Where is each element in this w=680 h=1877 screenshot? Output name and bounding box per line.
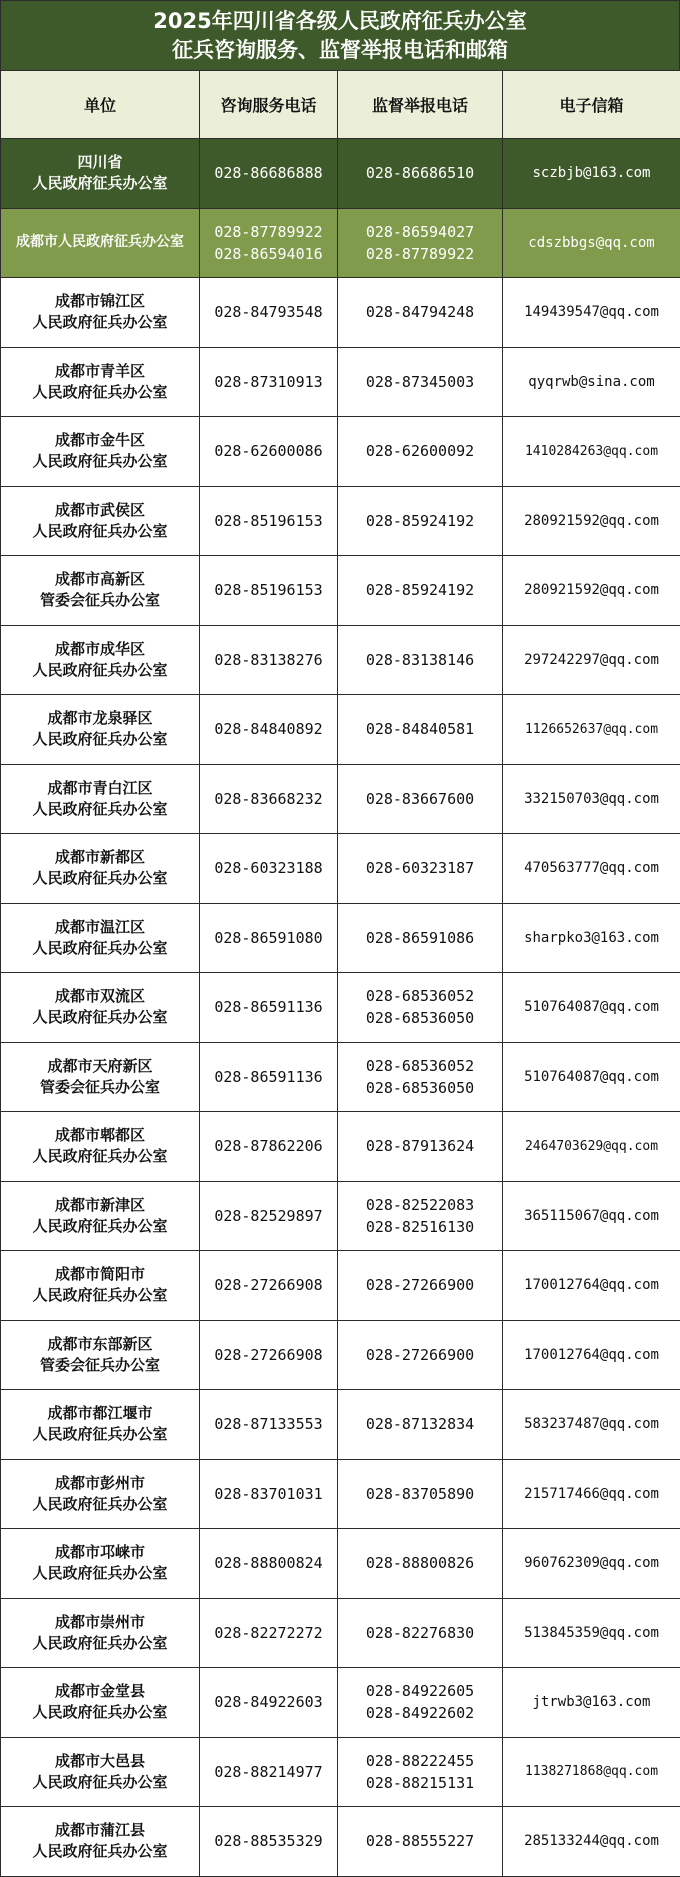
report-phone: 028-88222455 <box>365 1751 475 1770</box>
report-phone: 028-88555227 <box>365 1832 475 1851</box>
unit-name-line: 成都市彭州市 <box>54 1473 145 1492</box>
consult-phone: 028-87789922 <box>214 222 323 241</box>
table-row <box>1 903 680 973</box>
email-address: 2464703629@qq.com <box>524 1138 659 1154</box>
report-phone-cell <box>338 556 503 626</box>
unit-name-line: 人民政府征兵办公室 <box>32 1286 168 1305</box>
email-address: sharpko3@163.com <box>524 929 659 946</box>
consult-phone: 028-27266908 <box>214 1276 323 1295</box>
table-row <box>1 1598 680 1668</box>
report-phone: 028-86591086 <box>365 928 475 947</box>
email-cell <box>503 1459 680 1529</box>
unit-name-line: 人民政府征兵办公室 <box>32 730 168 749</box>
unit-name-line: 成都市新津区 <box>54 1195 145 1214</box>
header-email: 电子信箱 <box>503 71 680 139</box>
header-report-phone: 监督举报电话 <box>338 71 503 139</box>
consult-phone-cell <box>200 1598 338 1668</box>
report-phone: 028-88215131 <box>365 1773 475 1792</box>
consult-phone: 028-87133553 <box>214 1415 323 1434</box>
report-phone: 028-86594027 <box>365 222 475 241</box>
consult-phone-cell <box>200 347 338 417</box>
table-row <box>1 834 680 904</box>
unit-cell <box>1 486 200 556</box>
report-phone: 028-60323187 <box>365 859 475 878</box>
email-address: 1138271868@qq.com <box>524 1764 659 1780</box>
table-row <box>1 278 680 348</box>
report-phone-cell <box>338 347 503 417</box>
report-phone: 028-82516130 <box>365 1217 475 1236</box>
table-row <box>1 1668 680 1738</box>
email-address: 297242297@qq.com <box>524 651 659 668</box>
report-phone-cell <box>338 1459 503 1529</box>
email-cell <box>503 1668 680 1738</box>
consult-phone: 028-88800824 <box>214 1554 323 1573</box>
email-cell <box>503 764 680 834</box>
table-row <box>1 486 680 556</box>
email-cell <box>503 278 680 348</box>
email-cell <box>503 903 680 973</box>
report-phone: 028-68536050 <box>365 1009 475 1028</box>
table-row <box>1 208 680 278</box>
unit-cell <box>1 625 200 695</box>
table-row <box>1 417 680 487</box>
consult-phone: 028-62600086 <box>214 442 323 461</box>
consult-phone-cell <box>200 695 338 765</box>
consult-phone: 028-87862206 <box>214 1137 323 1156</box>
unit-cell <box>1 1668 200 1738</box>
email-address: 470563777@qq.com <box>524 860 659 877</box>
email-address: qyqrwb@sina.com <box>528 373 655 390</box>
unit-name-line: 成都市天府新区 <box>47 1056 153 1075</box>
table-body <box>1 139 680 1877</box>
email-cell <box>503 139 680 209</box>
unit-cell <box>1 1390 200 1460</box>
consult-phone-cell <box>200 556 338 626</box>
table-row <box>1 764 680 834</box>
unit-name-line: 管委会征兵办公室 <box>39 591 160 610</box>
unit-name-line: 成都市蒲江县 <box>54 1821 145 1840</box>
report-phone-cell <box>338 1737 503 1807</box>
consult-phone-cell <box>200 1459 338 1529</box>
email-address: 1126652637@qq.com <box>524 721 659 737</box>
unit-name-line: 人民政府征兵办公室 <box>32 382 168 401</box>
report-phone: 028-87913624 <box>365 1137 475 1156</box>
unit-cell <box>1 1529 200 1599</box>
unit-name-line: 成都市崇州市 <box>54 1612 145 1631</box>
table-row <box>1 1529 680 1599</box>
email-cell <box>503 1737 680 1807</box>
email-address: 149439547@qq.com <box>524 304 659 321</box>
report-phone: 028-84922602 <box>365 1704 475 1723</box>
report-phone: 028-82276830 <box>365 1623 475 1642</box>
consult-phone: 028-82272272 <box>214 1623 323 1642</box>
title-line-2: 征兵咨询服务、监督举报电话和邮箱 <box>172 37 508 62</box>
report-phone-cell <box>338 695 503 765</box>
consult-phone-cell <box>200 417 338 487</box>
unit-cell <box>1 139 200 209</box>
consult-phone: 028-87310913 <box>214 372 323 391</box>
report-phone: 028-82522083 <box>365 1195 475 1214</box>
unit-name-line: 人民政府征兵办公室 <box>32 452 168 471</box>
consult-phone-cell <box>200 1251 338 1321</box>
report-phone-cell <box>338 903 503 973</box>
unit-name-line: 人民政府征兵办公室 <box>32 869 168 888</box>
consult-phone-cell <box>200 208 338 278</box>
unit-name-line: 人民政府征兵办公室 <box>32 1772 168 1791</box>
unit-name-line: 人民政府征兵办公室 <box>32 1703 168 1722</box>
consult-phone: 028-60323188 <box>214 859 323 878</box>
email-address: sczbjb@163.com <box>532 165 651 182</box>
consult-phone-cell <box>200 764 338 834</box>
consult-phone: 028-86686888 <box>214 164 323 183</box>
report-phone-cell <box>338 1390 503 1460</box>
email-address: 215717466@qq.com <box>524 1485 659 1502</box>
report-phone-cell <box>338 1807 503 1877</box>
report-phone-cell <box>338 834 503 904</box>
consult-phone: 028-84793548 <box>214 303 323 322</box>
unit-name-line: 人民政府征兵办公室 <box>32 1842 168 1861</box>
report-phone: 028-68536052 <box>365 1056 475 1075</box>
report-phone: 028-27266900 <box>365 1345 475 1364</box>
email-cell <box>503 556 680 626</box>
unit-name-line: 人民政府征兵办公室 <box>32 938 168 957</box>
table-title <box>0 0 680 70</box>
email-address: 170012764@qq.com <box>524 1346 659 1363</box>
email-cell <box>503 834 680 904</box>
email-cell <box>503 1042 680 1112</box>
consult-phone: 028-88535329 <box>214 1832 323 1851</box>
consult-phone: 028-86591136 <box>214 998 323 1017</box>
email-cell <box>503 1529 680 1599</box>
email-address: 510764087@qq.com <box>524 1068 659 1085</box>
unit-name-line: 成都市锦江区 <box>54 292 145 311</box>
report-phone-cell <box>338 278 503 348</box>
email-address: 583237487@qq.com <box>524 1416 659 1433</box>
unit-cell <box>1 903 200 973</box>
unit-name-line: 成都市青白江区 <box>47 778 153 797</box>
unit-name-line: 人民政府征兵办公室 <box>32 521 168 540</box>
report-phone: 028-84840581 <box>365 720 475 739</box>
table-row <box>1 695 680 765</box>
email-cell <box>503 347 680 417</box>
report-phone: 028-83705890 <box>365 1484 475 1503</box>
consult-phone-cell <box>200 1807 338 1877</box>
report-phone-cell <box>338 1529 503 1599</box>
unit-name-line: 管委会征兵办公室 <box>39 1077 160 1096</box>
report-phone-cell <box>338 1320 503 1390</box>
table-row <box>1 1042 680 1112</box>
unit-cell <box>1 973 200 1043</box>
email-cell <box>503 625 680 695</box>
unit-cell <box>1 208 200 278</box>
report-phone-cell <box>338 417 503 487</box>
unit-cell <box>1 1320 200 1390</box>
email-address: 280921592@qq.com <box>524 582 659 599</box>
unit-name-line: 人民政府征兵办公室 <box>32 1147 168 1166</box>
consult-phone-cell <box>200 139 338 209</box>
consult-phone: 028-83668232 <box>214 789 323 808</box>
report-phone-cell <box>338 1668 503 1738</box>
table-row <box>1 556 680 626</box>
report-phone: 028-62600092 <box>365 442 475 461</box>
email-cell <box>503 973 680 1043</box>
table-row <box>1 973 680 1043</box>
email-address: 365115067@qq.com <box>524 1207 659 1224</box>
consult-phone: 028-85196153 <box>214 581 323 600</box>
unit-cell <box>1 695 200 765</box>
unit-cell <box>1 1598 200 1668</box>
header-row <box>1 71 680 139</box>
unit-name-line: 成都市青羊区 <box>54 361 145 380</box>
consult-phone-cell <box>200 1529 338 1599</box>
consult-phone-cell <box>200 1042 338 1112</box>
unit-name-line: 成都市简阳市 <box>54 1265 145 1284</box>
email-address: 280921592@qq.com <box>524 512 659 529</box>
report-phone: 028-87789922 <box>365 244 475 263</box>
header-consult-phone: 咨询服务电话 <box>200 71 338 139</box>
unit-name-line: 成都市都江堰市 <box>47 1404 153 1423</box>
consult-phone-cell <box>200 1320 338 1390</box>
report-phone: 028-84794248 <box>365 303 475 322</box>
report-phone: 028-86686510 <box>365 164 475 183</box>
unit-name-line: 成都市双流区 <box>54 987 145 1006</box>
report-phone: 028-83667600 <box>365 789 475 808</box>
report-phone-cell <box>338 139 503 209</box>
report-phone: 028-84922605 <box>365 1682 475 1701</box>
consult-phone: 028-86594016 <box>214 244 323 263</box>
consult-phone-cell <box>200 1112 338 1182</box>
unit-cell <box>1 1251 200 1321</box>
contact-table <box>0 70 680 1877</box>
email-address: 285133244@qq.com <box>524 1833 659 1850</box>
unit-cell <box>1 417 200 487</box>
email-cell <box>503 486 680 556</box>
unit-name-line: 成都市郫都区 <box>54 1126 145 1145</box>
unit-name-line: 成都市金牛区 <box>54 431 145 450</box>
consult-phone: 028-27266908 <box>214 1345 323 1364</box>
report-phone-cell <box>338 1042 503 1112</box>
table-row <box>1 139 680 209</box>
unit-cell <box>1 1181 200 1251</box>
email-cell <box>503 1807 680 1877</box>
email-cell <box>503 695 680 765</box>
email-address: jtrwb3@163.com <box>532 1694 651 1711</box>
report-phone-cell <box>338 1598 503 1668</box>
unit-name-line: 人民政府征兵办公室 <box>32 1633 168 1652</box>
table-row <box>1 625 680 695</box>
unit-name-line: 人民政府征兵办公室 <box>32 1564 168 1583</box>
unit-cell <box>1 1807 200 1877</box>
unit-name-line: 成都市成华区 <box>54 639 145 658</box>
email-cell <box>503 1251 680 1321</box>
unit-cell <box>1 347 200 417</box>
consult-phone-cell <box>200 486 338 556</box>
unit-name-line: 人民政府征兵办公室 <box>32 1425 168 1444</box>
unit-name-line: 成都市龙泉驿区 <box>47 709 153 728</box>
report-phone: 028-88800826 <box>365 1554 475 1573</box>
report-phone-cell <box>338 625 503 695</box>
consult-phone: 028-85196153 <box>214 511 323 530</box>
header-unit: 单位 <box>1 71 200 139</box>
table-row <box>1 1737 680 1807</box>
consult-phone-cell <box>200 1668 338 1738</box>
unit-cell <box>1 556 200 626</box>
report-phone: 028-87132834 <box>365 1415 475 1434</box>
report-phone: 028-68536052 <box>365 987 475 1006</box>
email-address: cdszbbgs@qq.com <box>528 234 655 251</box>
consult-phone-cell <box>200 1390 338 1460</box>
report-phone-cell <box>338 764 503 834</box>
report-phone-cell <box>338 1112 503 1182</box>
unit-name-line: 成都市武侯区 <box>54 500 145 519</box>
unit-cell <box>1 764 200 834</box>
unit-name-line: 成都市大邑县 <box>54 1751 145 1770</box>
consult-phone-cell <box>200 625 338 695</box>
unit-name-line: 成都市邛崃市 <box>54 1543 145 1562</box>
report-phone-cell <box>338 973 503 1043</box>
report-phone: 028-83138146 <box>365 650 475 669</box>
unit-name-line: 管委会征兵办公室 <box>39 1355 160 1374</box>
unit-cell <box>1 1737 200 1807</box>
unit-name-line: 人民政府征兵办公室 <box>32 1494 168 1513</box>
consult-phone: 028-84922603 <box>214 1693 323 1712</box>
consult-phone-cell <box>200 834 338 904</box>
table-row <box>1 1807 680 1877</box>
email-address: 513845359@qq.com <box>524 1624 659 1641</box>
table-row <box>1 1251 680 1321</box>
consult-phone-cell <box>200 903 338 973</box>
unit-name-line: 人民政府征兵办公室 <box>32 174 168 193</box>
email-address: 960762309@qq.com <box>524 1555 659 1572</box>
unit-name-line: 成都市金堂县 <box>54 1682 145 1701</box>
report-phone-cell <box>338 208 503 278</box>
report-phone-cell <box>338 1181 503 1251</box>
email-address: 1410284263@qq.com <box>524 443 659 459</box>
email-cell <box>503 417 680 487</box>
unit-cell <box>1 834 200 904</box>
email-cell <box>503 1390 680 1460</box>
unit-name-line: 人民政府征兵办公室 <box>32 660 168 679</box>
consult-phone: 028-83701031 <box>214 1484 323 1503</box>
report-phone: 028-87345003 <box>365 372 475 391</box>
table-row <box>1 1181 680 1251</box>
title-line-1: 2025年四川省各级人民政府征兵办公室 <box>153 8 527 33</box>
report-phone-cell <box>338 1251 503 1321</box>
unit-cell <box>1 1459 200 1529</box>
unit-name-line: 成都市人民政府征兵办公室 <box>16 234 184 251</box>
consult-phone: 028-88214977 <box>214 1762 323 1781</box>
email-address: 332150703@qq.com <box>524 790 659 807</box>
consult-phone-cell <box>200 278 338 348</box>
unit-name-line: 人民政府征兵办公室 <box>32 799 168 818</box>
report-phone: 028-68536050 <box>365 1078 475 1097</box>
unit-name-line: 成都市温江区 <box>54 917 145 936</box>
unit-name-line: 成都市高新区 <box>54 570 145 589</box>
consult-phone: 028-86591080 <box>214 928 323 947</box>
table-row <box>1 1112 680 1182</box>
table-row <box>1 1320 680 1390</box>
email-address: 170012764@qq.com <box>524 1277 659 1294</box>
unit-name-line: 人民政府征兵办公室 <box>32 1008 168 1027</box>
unit-name-line: 成都市新都区 <box>54 848 145 867</box>
email-address: 510764087@qq.com <box>524 999 659 1016</box>
unit-name-line: 四川省 <box>77 153 123 172</box>
report-phone: 028-27266900 <box>365 1276 475 1295</box>
unit-name-line: 成都市东部新区 <box>47 1334 153 1353</box>
table-row <box>1 1390 680 1460</box>
report-phone: 028-85924192 <box>365 581 475 600</box>
table-row <box>1 1459 680 1529</box>
email-cell <box>503 1598 680 1668</box>
email-cell <box>503 1320 680 1390</box>
unit-cell <box>1 278 200 348</box>
unit-cell <box>1 1042 200 1112</box>
report-phone: 028-85924192 <box>365 511 475 530</box>
unit-name-line: 人民政府征兵办公室 <box>32 313 168 332</box>
consult-phone-cell <box>200 1737 338 1807</box>
email-cell <box>503 208 680 278</box>
consult-phone-cell <box>200 973 338 1043</box>
consult-phone: 028-83138276 <box>214 650 323 669</box>
consult-phone-cell <box>200 1181 338 1251</box>
unit-name-line: 人民政府征兵办公室 <box>32 1216 168 1235</box>
email-cell <box>503 1181 680 1251</box>
report-phone-cell <box>338 486 503 556</box>
consult-phone: 028-82529897 <box>214 1206 323 1225</box>
unit-cell <box>1 1112 200 1182</box>
consult-phone: 028-86591136 <box>214 1067 323 1086</box>
table-row <box>1 347 680 417</box>
consult-phone: 028-84840892 <box>214 720 323 739</box>
email-cell <box>503 1112 680 1182</box>
